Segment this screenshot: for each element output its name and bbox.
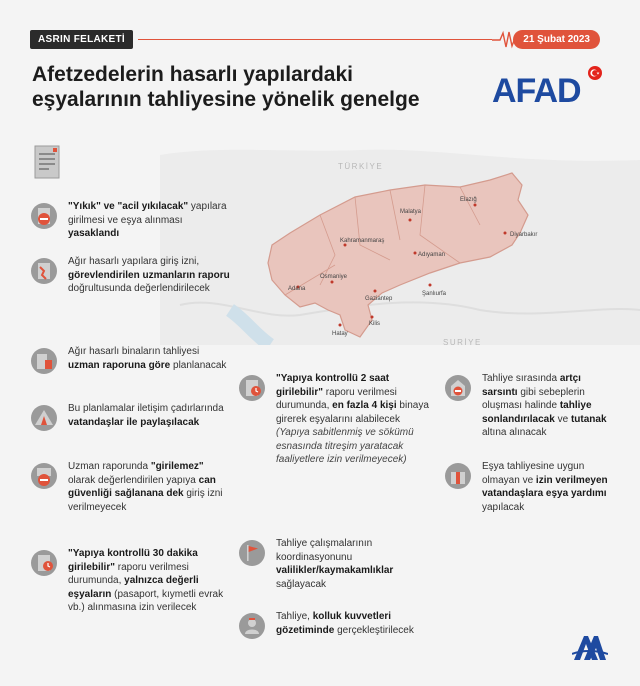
item-text-segment: Tahliye çalışmalarının koordinasyonunu: [276, 538, 373, 563]
map-city: Hatay: [332, 331, 348, 337]
timer-building-2h-icon: [238, 374, 266, 402]
map-city: Diyarbakır: [510, 232, 538, 238]
item-text-segment: ve: [554, 413, 571, 425]
item-text-segment: görevlendirilen uzmanların raporu: [68, 269, 230, 281]
item-text-segment: gerçekleştirilecek: [334, 624, 414, 636]
timer-building-icon: [30, 549, 58, 577]
building-damage-icon: [30, 257, 58, 285]
anadolu-agency-logo: [572, 632, 608, 662]
item-text: [68, 345, 230, 372]
item-text-segment: yapılacak: [482, 501, 525, 513]
list-item: [238, 372, 433, 467]
divider-line: [138, 39, 492, 40]
list-item: [30, 547, 230, 615]
list-item: [444, 372, 619, 440]
item-text-segment: "girilemez": [150, 461, 204, 472]
flag-icon: [238, 539, 266, 567]
list-item: [444, 460, 619, 514]
list-item: [238, 537, 433, 591]
map-city: Kahramanmaraş: [340, 238, 385, 244]
item-text-segment: doğrultusunda değerlendirilecek: [68, 283, 210, 294]
item-text-segment: kolluk kuvvetleri gözetiminde: [276, 611, 392, 636]
map-city: Adıyaman: [418, 252, 446, 258]
item-text-segment: sağlayacak: [276, 578, 327, 590]
item-text-segment: Ağır hasarlı binaların tahliyesi: [68, 346, 200, 357]
list-item: [30, 255, 230, 296]
map-city: Elazığ: [460, 197, 477, 203]
item-text-segment: vatandaşlar ile paylaşılacak: [68, 416, 200, 428]
item-text: [276, 610, 433, 637]
aftershock-icon: [444, 374, 472, 402]
item-text-segment: (pasaport, kıymetli evrak vb.) alınmasına izin verilecek: [68, 588, 224, 613]
item-text: [482, 460, 619, 514]
afad-logo: [492, 72, 602, 112]
item-text: [68, 255, 230, 296]
date-badge: 21 Şubat 2023: [513, 30, 600, 49]
list-item: [30, 345, 230, 375]
item-text-segment: yalnızca değerli eşyaların: [68, 575, 199, 600]
item-text-segment: Tahliye,: [276, 611, 313, 622]
item-text-segment: Ağır hasarlı yapılara giriş izni,: [68, 256, 200, 267]
map-city: Malatya: [400, 209, 422, 215]
item-text: [68, 200, 230, 241]
aid-box-icon: [444, 462, 472, 490]
item-text-segment: altına alınacak: [482, 427, 547, 438]
list-item: [30, 402, 230, 432]
item-text-segment: raporu verilmesi durumunda,: [68, 561, 189, 586]
item-text-segment: tutanak: [570, 413, 607, 425]
tent-icon: [30, 404, 58, 432]
item-text-segment: "Yıkık" ve "acil yıkılacak": [68, 201, 189, 212]
no-entry-icon: [30, 462, 58, 490]
police-icon: [238, 612, 266, 640]
item-text-segment: "Yapıya kontrollü 30 dakika girilebilir": [68, 548, 198, 573]
item-text-segment: artçı sarsıntı: [482, 373, 581, 398]
item-text-segment: raporu verilmesi durumunda,: [276, 386, 397, 411]
map-city: Adana: [288, 286, 306, 292]
page-title: Afetzedelerin hasarlı yapılardaki eşyalarının tahliyesine yönelik genelge: [32, 63, 420, 111]
item-text-segment: giriş izni verilmeyecek: [68, 488, 223, 513]
category-tag: ASRIN FELAKETİ: [30, 30, 133, 49]
item-text: [68, 402, 230, 429]
item-text-segment: valilikler/kaymakamlıklar: [276, 565, 394, 576]
item-text-segment: gibi sebeplerin oluşması halinde: [482, 386, 585, 411]
map-city: Kilis: [369, 321, 381, 327]
building-plan-icon: [30, 347, 58, 375]
item-text-segment: en fazla 4 kişi: [332, 400, 397, 411]
item-text-segment: Bu planlamalar iletişim çadırlarında: [68, 403, 224, 414]
item-text-segment: yapılara girilmesi ve eşya alınması: [68, 201, 227, 226]
afad-logo-text: AFAD: [492, 72, 581, 110]
item-text-segment: uzman raporuna göre: [68, 359, 171, 371]
map-city: Gaziantep: [365, 296, 393, 302]
document-icon: [34, 145, 60, 179]
item-text-segment: tahliye sonlandırılacak: [482, 400, 592, 425]
item-text-segment: izin verilmeyen vatandaşlara eşya yardımı: [482, 474, 608, 499]
item-text-segment: binaya girerek eşyalarını alabilecek: [276, 400, 429, 425]
item-text: [482, 372, 619, 440]
no-entry-building-icon: [30, 202, 58, 230]
item-text-segment: Eşya tahliyesine uygun olmayan ve: [482, 461, 585, 486]
item-text-segment: "Yapıya kontrollü 2 saat girilebilir": [276, 373, 390, 398]
list-item: [238, 610, 433, 640]
item-text-segment: olarak değerlendirilen yapıya: [68, 474, 199, 486]
item-text-segment: (Yapıya sabitlenmiş ve sökümü esnasında titreşim yaratacak faaliyetlere izin verilmeyecek): [276, 427, 414, 465]
earthquake-region-map: [160, 145, 640, 345]
item-text: [276, 537, 433, 591]
item-text-segment: planlanacak: [170, 359, 227, 371]
map-label-turkey: TÜRKİYE: [338, 162, 384, 171]
map-label-syria: SURİYE: [443, 338, 482, 345]
top-bar: [30, 30, 600, 50]
turkish-flag-icon: [588, 66, 602, 80]
item-text-segment: can güvenliği sağlanana dek: [68, 474, 216, 499]
item-text: [68, 460, 230, 514]
map-city: Osmaniye: [320, 274, 348, 280]
list-item: [30, 460, 230, 514]
item-text-segment: Uzman raporunda: [68, 461, 151, 472]
item-text-segment: yasaklandı: [68, 228, 120, 239]
map-city: Şanlıurfa: [422, 291, 447, 297]
item-text: [276, 372, 433, 467]
list-item: [30, 200, 230, 241]
item-text-segment: Tahliye sırasında: [482, 373, 560, 384]
item-text: [68, 547, 230, 615]
